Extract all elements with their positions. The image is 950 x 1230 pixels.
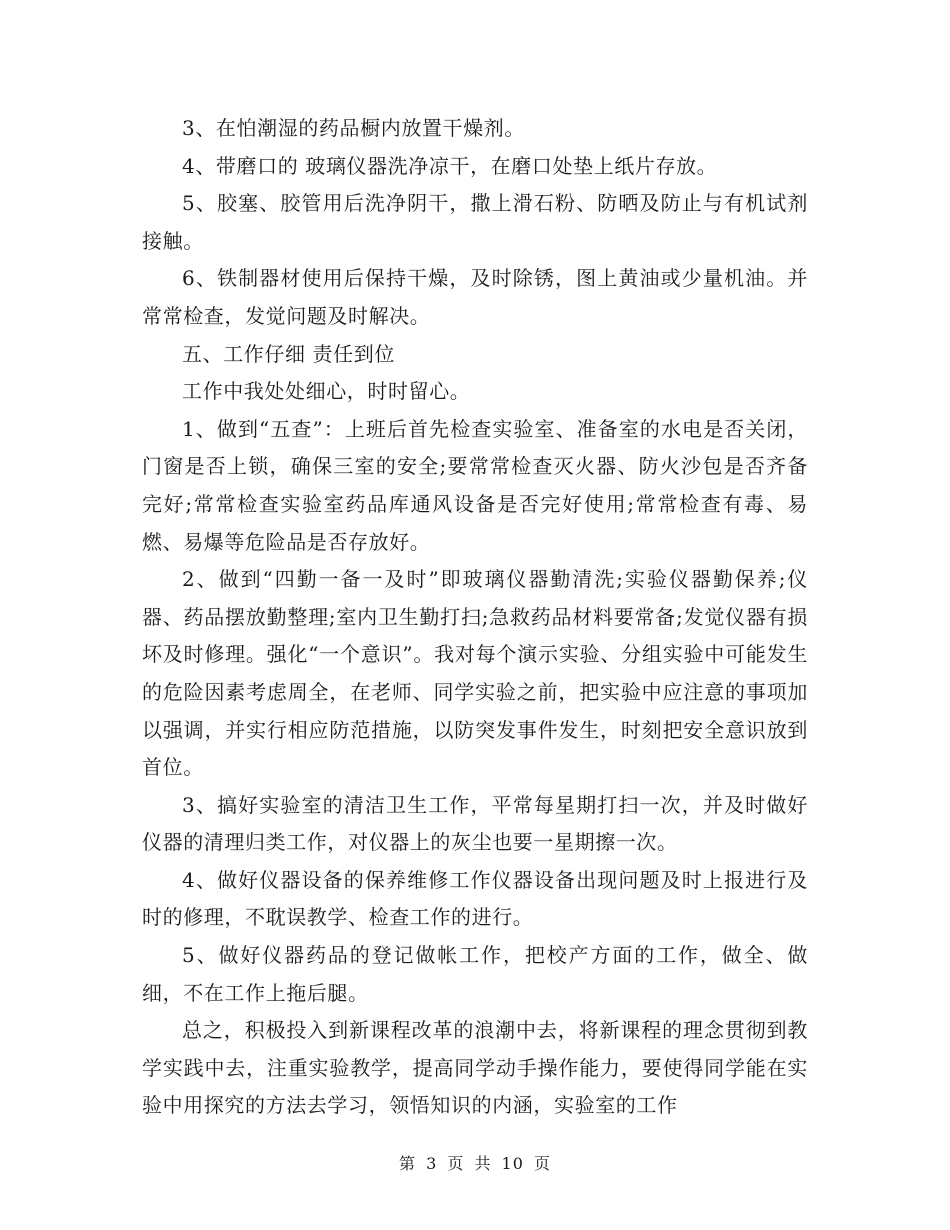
- section-heading: 五、工作仔细 责任到位: [182, 341, 395, 366]
- paragraph: 总之，积极投入到新课程改革的浪潮中去，将新课程的理念贯彻到教学实践中去，注重实验教学，提高同学动手操作能力，要使得同学能在实验中用探究的方法去学习，领悟知识的内涵，实验室的工作: [142, 1018, 808, 1118]
- paragraph: 2、做到“四勤一备一及时”即玻璃仪器勤清洗;实验仪器勤保养;仪器、药品摆放勤整理;室内卫生勤打扫;急救药品材料要常备;发觉仪器有损坏及时修理。强化“一个意识”。我对每个演示实验、分组实验中可能发生的危险因素考虑周全，在老师、同学实验之前，把实验中应注意的事项加以强调，并实行相应防范措施，以防突发事件发生，时刻把安全意识放到首位。: [142, 567, 808, 780]
- paragraph: 4、做好仪器设备的保养维修工作仪器设备出现问题及时上报进行及时的修理，不耽误教学、检查工作的进行。: [142, 867, 808, 930]
- page-number-footer: 第 3 页 共 10 页: [399, 1154, 551, 1173]
- paragraph: 1、做到“五查”：上班后首先检查实验室、准备室的水电是否关闭，门窗是否上锁，确保三室的安全;要常常检查灭火器、防火沙包是否齐备完好;常常检查实验室药品库通风设备是否完好使用;常常检查有毒、易燃、易爆等危险品是否存放好。: [142, 416, 808, 554]
- paragraph: 5、胶塞、胶管用后洗净阴干，撒上滑石粉、防晒及防止与有机试剂接触。: [142, 191, 808, 253]
- paragraph: 4、带磨口的 玻璃仪器洗净凉干，在磨口处垫上纸片存放。: [182, 153, 718, 178]
- paragraph: 3、搞好实验室的清洁卫生工作，平常每星期打扫一次，并及时做好仪器的清理归类工作，对仪器上的灰尘也要一星期擦一次。: [142, 792, 808, 855]
- paragraph: 6、铁制器材使用后保持干燥，及时除锈，图上黄油或少量机油。并常常检查，发觉问题及时解决。: [142, 266, 808, 328]
- paragraph: 3、在怕潮湿的药品橱内放置干燥剂。: [182, 116, 525, 140]
- document-body: [142, 110, 808, 1125]
- paragraph: 工作中我处处细心，时时留心。: [182, 379, 471, 404]
- paragraph: 5、做好仪器药品的登记做帐工作，把校产方面的工作，做全、做细，不在工作上拖后腿。: [142, 943, 808, 1005]
